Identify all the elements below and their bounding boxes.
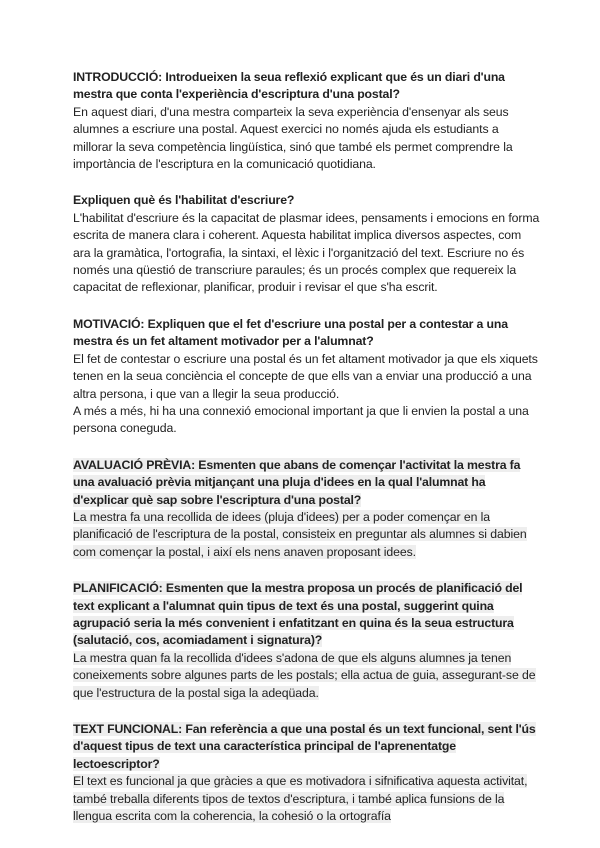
question-motivacio: MOTIVACIÓ: Expliquen que el fet d'escriure una postal per a contestar a una mestra és un fet altament motivador per a l'alumnat? [73, 316, 508, 349]
section-avaluacio-previa [73, 457, 540, 561]
question-text-funcional [73, 721, 540, 773]
answer-text-funcional [73, 773, 540, 825]
answer-planificacio [73, 650, 540, 702]
answer-motivacio-extra: A més a més, hi ha una connexió emocional important ja que li envien la postal a una persona coneguda. [73, 403, 529, 436]
answer-planificacio-text: La mestra quan fa la recollida d'idees s'adona de que els alguns alumnes ja tenen coneixements sobre algunes parts de les postals; ella actua de guia, assegurant-se de que l'estructura de la postal siga la adeqüada. [73, 650, 536, 700]
question-text-funcional-text: TEXT FUNCIONAL: Fan referència a que una postal és un text funcional, sent l'ús d'aquest tipus de text una característica principal de l'aprenentatge lectoescriptor? [73, 722, 536, 771]
answer-avaluacio-previa-text: La mestra fa una recollida de idees (pluja d'idees) per a poder començar en la planificació de l'escriptura de la postal, consisteix en preguntar als alumnes si dabien com començar la postal, i així els nens anaven proposant idees. [73, 509, 527, 559]
question-introduccio: INTRODUCCIÓ: Introdueixen la seua reflexió explicant que és un diari d'una mestra que conta l'experiència d'escriptura d'una postal? [73, 70, 505, 102]
section-introduccio [73, 69, 540, 173]
answer-avaluacio-previa [73, 509, 540, 561]
question-habilitat: Expliquen què és l'habilitat d'escriure? [73, 193, 295, 208]
section-text-funcional [73, 721, 540, 825]
question-avaluacio-previa [73, 457, 540, 509]
answer-habilitat: L'habilitat d'escriure és la capacitat de plasmar idees, pensaments i emocions en forma escrita de manera clara i coherent. Aquesta habilitat implica diversos aspectes, com ara la gramàtica, l'ortografia, la sintaxi, el lèxic i l'organització del text. Escriure no és només una qüestió de transcriure paraules; és un procés complex que requereix la capacitat de reflexionar, planificar, produir i revisar el que s'ha escrit. [73, 210, 540, 295]
section-motivacio [73, 316, 540, 438]
answer-introduccio: En aquest diari, d'una mestra comparteix la seva experiència d'ensenyar als seus alumnes a escriure una postal. Aquest exercici no només ajuda els estudiants a millorar la seva competència lingüística, sinó que també els permet comprendre la importància de l'escriptura en la comunicació quotidiana. [73, 104, 513, 172]
answer-motivacio: El fet de contestar o escriure una postal és un fet altament motivador ja que els xiquets tenen en la seua conciència el concepte de que ells van a enviar una producció a una altra persona, i que van a llegir la seua producció. [73, 351, 538, 401]
question-planificacio [73, 580, 540, 650]
section-habilitat [73, 192, 540, 296]
section-planificacio [73, 580, 540, 702]
question-avaluacio-previa-text: AVALUACIÓ PRÈVIA: Esmenten que abans de començar l'activitat la mestra fa una avaluació prèvia mitjançant una pluja d'idees en la qual l'alumnat ha d'explicar què sap sobre l'escriptura d'una postal? [73, 457, 521, 507]
answer-text-funcional-text: El text es funcional ja que gràcies a que es motivadora i sifnificativa aquesta activitat, també treballa diferents tipos de textos d'escriptura, i també aplica funsions de la llengua escrita com la coherencia, la cohesió o la ortografía [73, 774, 528, 824]
question-planificacio-text: PLANIFICACIÓ: Esmenten que la mestra proposa un procés de planificació del text explicant a l'alumnat quin tipus de text és una postal, suggerint quina agrupació seria la més convenient i enfatitzant en quina és la seua estructura (salutació, cos, acomiadament i signatura)? [73, 581, 523, 648]
